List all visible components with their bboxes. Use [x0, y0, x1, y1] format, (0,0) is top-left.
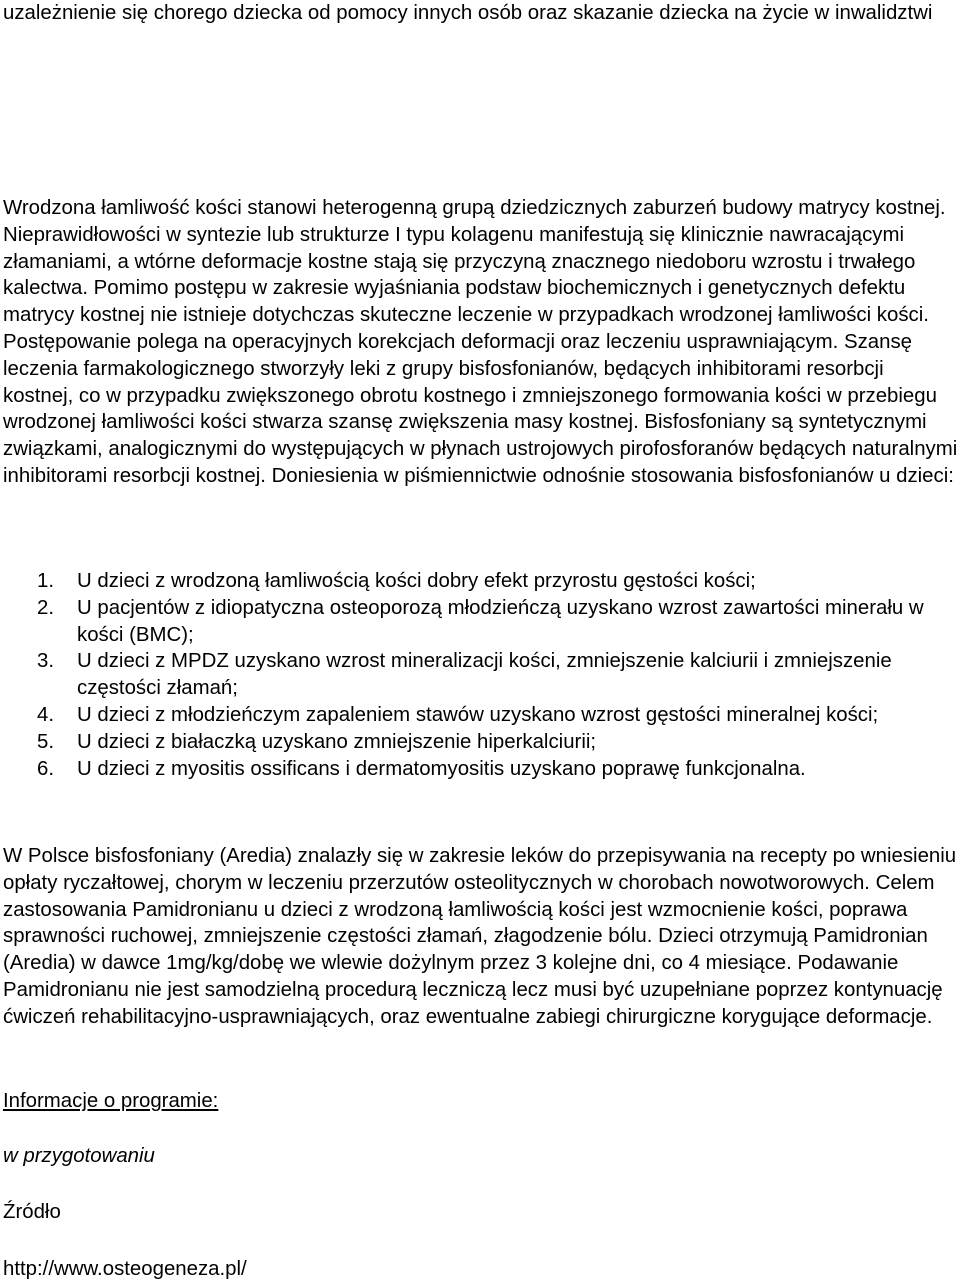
- source-heading: Źródło: [3, 1201, 61, 1223]
- list-item-text: U dzieci z MPDZ uzyskano wzrost mineralizacji kości, zmniejszenie kalciurii i zmniejszenie częstości złamań;: [77, 650, 892, 700]
- findings-list: [3, 568, 958, 782]
- osteogenesis-paragraph: Wrodzona łamliwość kości stanowi heterogenną grupą dziedzicznych zaburzeń budowy matrycy kostnej. Nieprawidłowości w syntezie lub strukturze I typu kolagenu manifestują się klinicznie nawracającymi złamaniami, a wtórne deformacje kostne stają się przyczyną znacznego niedoboru wzrostu i trwałego kalectwa. Pomimo postępu w zakresie wyjaśniania podstaw biochemicznych i genetycznych defektu matrycy kostnej nie istnieje dotychczas skuteczne leczenie w przypadkach wrodzonej łamliwości kości. Postępowanie polega na operacyjnych korekcjach deformacji oraz leczeniu usprawniającym. Szansę leczenia farmakologicznego stworzyły leki z grupy bisfosfonianów, będących inhibitorami resorbcji kostnej, co w przypadku zwiększonego obrotu kostnego i zmniejszonego formowania kości w przebiegu wrodzonej łamliwości kości stwarza szansę zwiększenia masy kostnej. Bisfosfoniany są syntetycznymi związkami, analogicznymi do występujących w płynach ustrojowych pirofosforanów będących naturalnymi inhibitorami resorbcji kostnej. Doniesienia w piśmiennictwie odnośnie stosowania bisfosfonianów u dzieci:: [3, 197, 958, 487]
- list-item-text: U dzieci z młodzieńczym zapaleniem stawów uzyskano wzrost gęstości mineralnej kości;: [77, 703, 879, 726]
- list-item: [3, 648, 958, 702]
- poland-treatment-paragraph: W Polsce bisfosfoniany (Aredia) znalazły się w zakresie leków do przepisywania na recepty po wniesieniu opłaty ryczałtowej, chorym w leczeniu przerzutów osteolitycznych w chorobach nowotworowych. Celem zastosowania Pamidronianu u dzieci z wrodzoną łamliwością kości jest wzmocnienie kości, poprawa sprawności ruchowej, zmniejszenie częstości złamań, złagodzenie bólu. Dzieci otrzymują Pamidronian (Aredia) w dawce 1mg/kg/dobę we wlewie dożylnym przez 3 kolejne dni, co 4 miesiące. Podawanie Pamidronianu nie jest samodzielną procedurą leczniczą lecz musi być uzupełniane poprzez kontynuację ćwiczeń rehabilitacyjno-usprawniających, oraz ewentualne zabiegi chirurgiczne korygujące deformacje.: [3, 845, 957, 1028]
- list-item-number: 5.: [37, 730, 55, 753]
- list-item: [3, 756, 958, 783]
- list-item: [3, 729, 958, 756]
- program-info-heading: Informacje o programie:: [3, 1090, 219, 1112]
- intro-paragraph: uzależnienie się chorego dziecka od pomocy innych osób oraz skazanie dziecka na życie w inwalidztwi: [3, 2, 933, 24]
- list-item: [3, 702, 958, 729]
- list-item-number: 6.: [37, 757, 55, 780]
- list-item-number: 1.: [37, 570, 55, 592]
- list-item-text: U pacjentów z idiopatyczna osteoporozą młodzieńczą uzyskano wzrost zawartości minerału w kości (BMC);: [77, 596, 924, 646]
- list-item: [3, 595, 958, 649]
- list-item-text: U dzieci z myositis ossificans i dermatomyositis uzyskano poprawę funkcjonalna.: [77, 757, 806, 780]
- list-item-number: 4.: [37, 703, 55, 726]
- list-item-text: U dzieci z wrodzoną łamliwością kości dobry efekt przyrostu gęstości kości;: [77, 570, 756, 592]
- list-item-text: U dzieci z białaczką uzyskano zmniejszenie hiperkalciurii;: [77, 730, 597, 753]
- list-item-number: 2.: [37, 596, 55, 619]
- source-url: http://www.osteogeneza.pl/: [3, 1258, 247, 1280]
- list-item: [3, 568, 958, 595]
- list-item-number: 3.: [37, 650, 55, 673]
- program-status: w przygotowaniu: [3, 1145, 155, 1167]
